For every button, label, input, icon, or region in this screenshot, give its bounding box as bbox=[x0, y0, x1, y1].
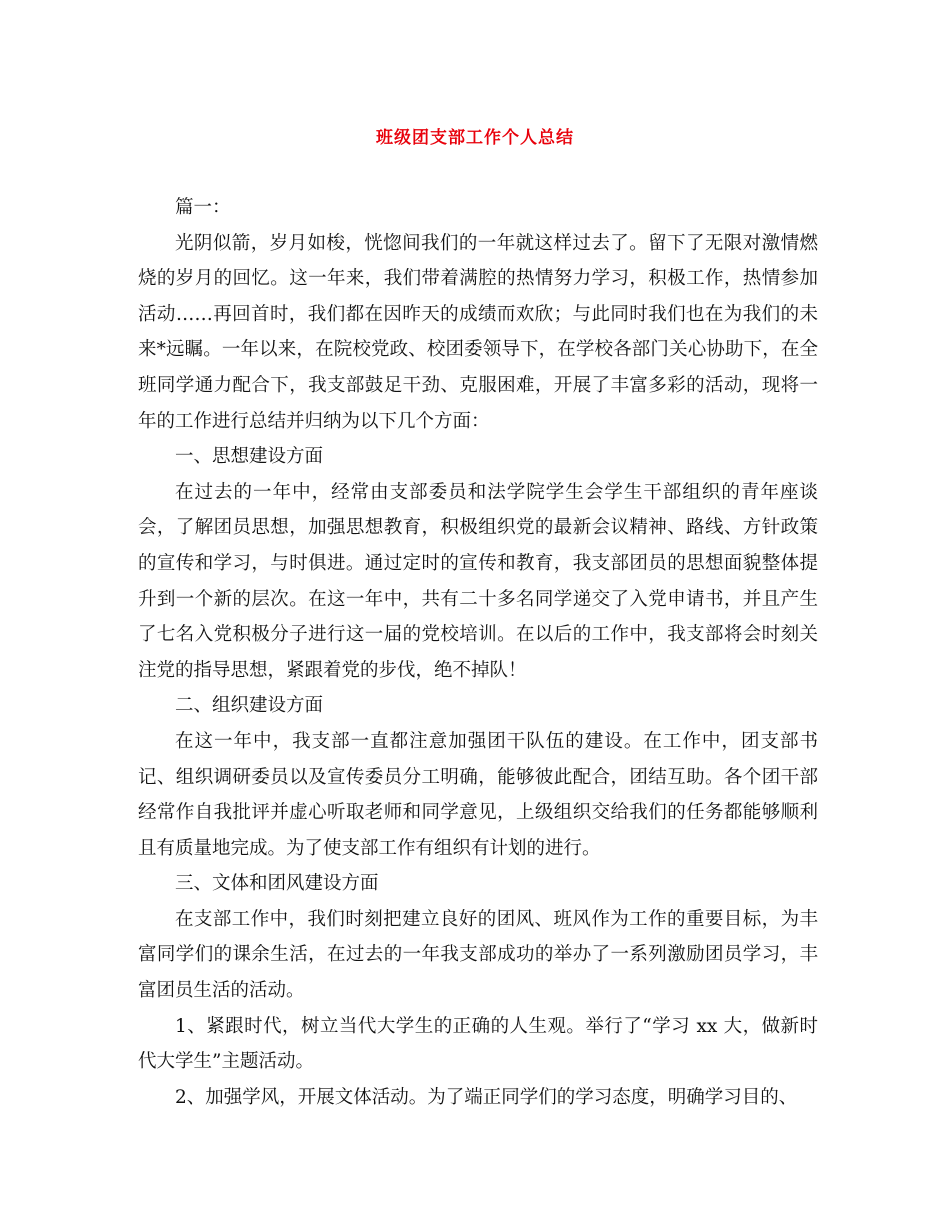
section-heading-organization: 二、组织建设方面 bbox=[175, 695, 324, 717]
list-item-2: 2、加强学风，开展文体活动。为了端正同学们的学习态度，明确学习目的、 bbox=[175, 1086, 798, 1108]
organization-paragraph: 在这一年中，我支部一直都注意加强团干队伍的建设。在工作中，团支部书记、组织调研委员以及宣传委员分工明确，能够彼此配合，团结互助。各个团干部经常作自我批评并虚心听取老师和同学意见，上级组织交给我们的任务都能够顺利且有质量地完成。为了使支部工作有组织有计划的进行。 bbox=[138, 730, 818, 859]
list-item-1: 1、紧跟时代，树立当代大学生的正确的人生观。举行了“学习 xx 大，做新时代大学生”主题活动。 bbox=[138, 1015, 818, 1073]
culture-paragraph: 在支部工作中，我们时刻把建立良好的团风、班风作为工作的重要目标，为丰富同学们的课余生活，在过去的一年我支部成功的举办了一系列激励团员学习，丰富团员生活的活动。 bbox=[138, 908, 818, 1002]
document-title: 班级团支部工作个人总结 bbox=[376, 128, 574, 148]
document-body bbox=[138, 190, 818, 1115]
ideology-paragraph: 在过去的一年中，经常由支部委员和法学院学生会学生干部组织的青年座谈会，了解团员思想，加强思想教育，积极组织党的最新会议精神、路线、方针政策的宣传和学习，与时俱进。通过定时的宣传和教育，我支部团员的思想面貌整体提升到一个新的层次。在这一年中，共有二十多名同学递交了入党申请书，并且产生了七名入党积极分子进行这一届的党校培训。在以后的工作中，我支部将会时刻关注党的指导思想，紧跟着党的步伐，绝不掉队！ bbox=[138, 481, 818, 681]
section-heading-culture: 三、文体和团风建设方面 bbox=[175, 873, 379, 895]
intro-paragraph: 光阴似箭，岁月如梭，恍惚间我们的一年就这样过去了。留下了无限对激情燃烧的岁月的回忆。这一年来，我们带着满腔的热情努力学习，积极工作，热情参加活动……再回首时，我们都在因昨天的成绩而欢欣；与此同时我们也在为我们的未来*远瞩。一年以来，在院校党政、校团委领导下，在学校各部门关心协助下，在全班同学通力配合下，我支部鼓足干劲、克服困难，开展了丰富多彩的活动，现将一年的工作进行总结并归纳为以下几个方面： bbox=[138, 232, 818, 432]
section-label: 篇一： bbox=[175, 197, 231, 218]
section-heading-ideology: 一、思想建设方面 bbox=[175, 446, 324, 468]
